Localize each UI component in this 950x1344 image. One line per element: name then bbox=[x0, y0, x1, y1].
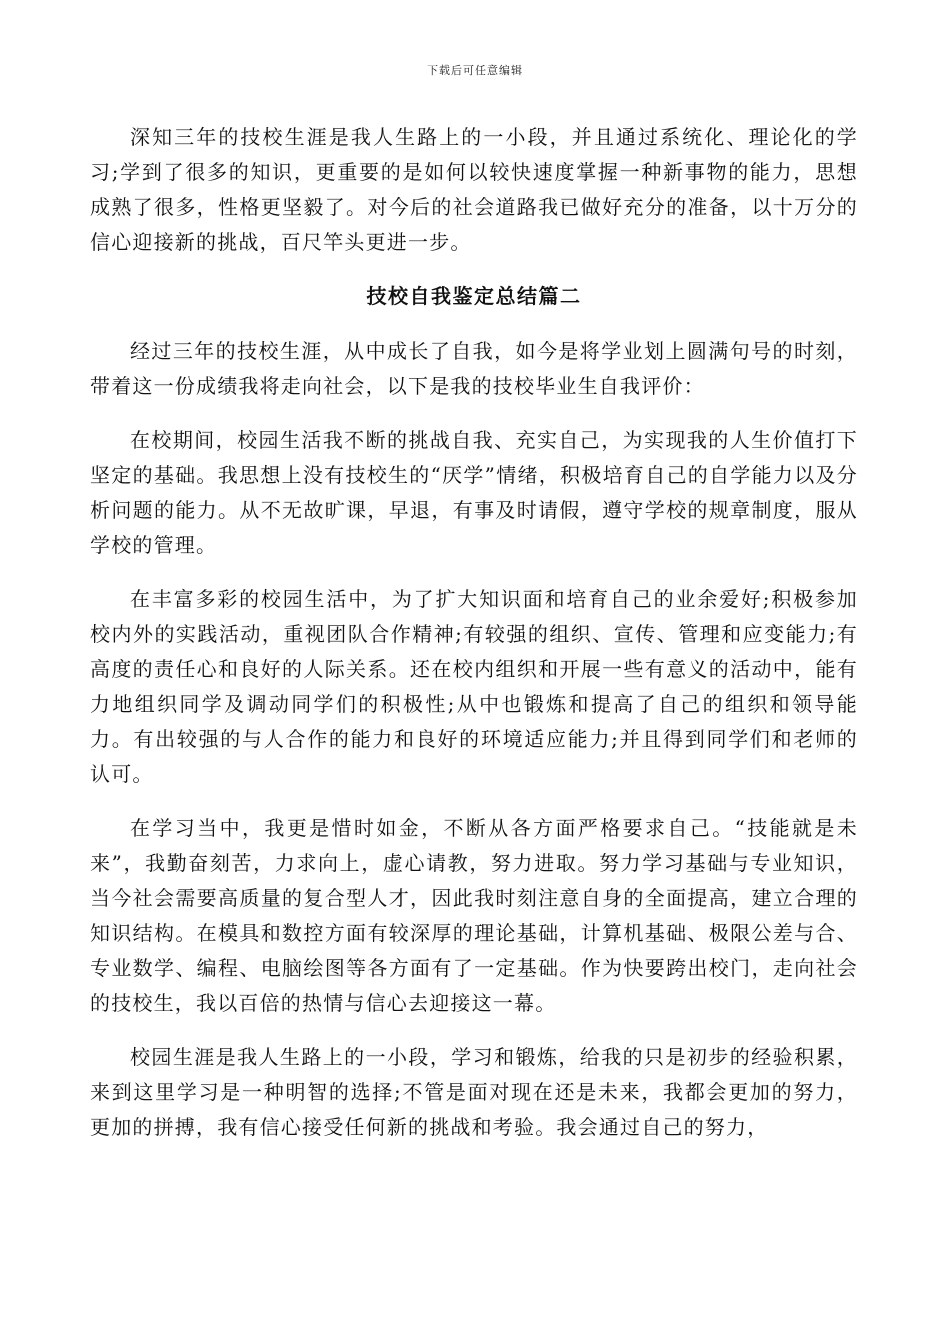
section-title: 技校自我鉴定总结篇二 bbox=[366, 284, 582, 308]
paragraph: 在丰富多彩的校园生活中，为了扩大知识面和培育自己的业余爱好;积极参加校内外的实践活动，重视团队合作精神;有较强的组织、宣传、管理和应变能力;有高度的责任心和良好的人际关系。还在校内组织和开展一些有意义的活动中，能有力地组织同学及调动同学们的积极性;从中也锻炼和提高了自己的组织和领导能力。有出较强的与人合作的能力和良好的环境适应能力;并且得到同学们和老师的认可。 bbox=[90, 587, 858, 786]
paragraph: 校园生涯是我人生路上的一小段，学习和锻炼，给我的只是初步的经验积累，来到这里学习是一种明智的选择;不管是面对现在还是未来，我都会更加的努力，更加的拼搏，我有信心接受任何新的挑战和考验。我会通过自己的努力， bbox=[90, 1045, 858, 1139]
paragraph-intro: 深知三年的技校生涯是我人生路上的一小段，并且通过系统化、理论化的学习;学到了很多的知识，更重要的是如何以较快速度掌握一种新事物的能力，思想成熟了很多，性格更坚毅了。对今后的社会道路我已做好充分的准备，以十万分的信心迎接新的挑战，百尺竿头更进一步。 bbox=[90, 125, 858, 254]
paragraph: 在校期间，校园生活我不断的挑战自我、充实自己，为实现我的人生价值打下坚定的基础。我思想上没有技校生的“厌学”情绪，积极培育自己的自学能力以及分析问题的能力。从不无故旷课，早退，有事及时请假，遵守学校的规章制度，服从学校的管理。 bbox=[90, 428, 858, 557]
paragraph: 在学习当中，我更是惜时如金，不断从各方面严格要求自己。“技能就是未来”，我勤奋刻苦，力求向上，虚心请教，努力进取。努力学习基础与专业知识，当今社会需要高质量的复合型人才，因此我时刻注意自身的全面提高，建立合理的知识结构。在模具和数控方面有较深厚的理论基础，计算机基础、极限公差与合、专业数学、编程、电脑绘图等各方面有了一定基础。作为快要跨出校门，走向社会的技校生，我以百倍的热情与信心去迎接这一幕。 bbox=[90, 816, 858, 1015]
document-body bbox=[90, 120, 858, 1164]
paragraph: 经过三年的技校生涯，从中成长了自我，如今是将学业划上圆满句号的时刻，带着这一份成绩我将走向社会，以下是我的技校毕业生自我评价： bbox=[90, 339, 858, 398]
header-note: 下载后可任意编辑 bbox=[427, 64, 523, 77]
